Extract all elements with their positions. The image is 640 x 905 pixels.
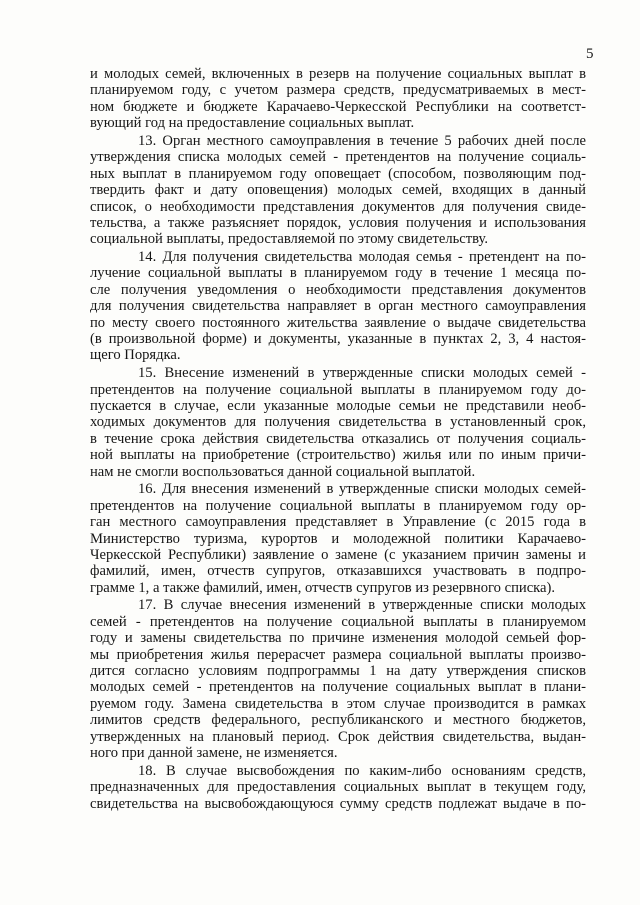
text-line: ном бюджете и бюджете Карачаево-Черкесской Республики на соответст- — [90, 98, 586, 115]
text-line: по месту своего постоянного жительства заявление о выдаче свидетельства — [90, 314, 586, 331]
text-line: щего Порядка. — [90, 347, 181, 364]
paragraph-17 — [90, 597, 586, 761]
paragraph-18 — [90, 763, 586, 812]
text-line: грамме 1, а также фамилий, имен, отчеств супругов из резервного списка). — [90, 579, 556, 596]
text-line: пускается в случае, если указанные молодые семьи не представили необ- — [90, 397, 586, 414]
text-line: вующий год на предоставление социальных выплат. — [90, 115, 415, 132]
paragraph-16 — [90, 481, 586, 596]
text-line: году и замены свидетельства по причине изменения молодой семьей фор- — [90, 630, 586, 647]
text-line: для получения свидетельства направляет в орган местного самоуправления — [90, 298, 586, 315]
text-line: (в произвольной форме) и документы, указанные в пунктах 2, 3, 4 настоя- — [90, 331, 586, 348]
text-line: 17. В случае внесения изменений в утвержденные списки молодых — [138, 597, 586, 614]
text-line: твердить факт и дату оповещения) молодых семей, входящих в данный — [90, 182, 586, 199]
text-line: социальной выплаты, предоставляемой по этому свидетельству. — [90, 231, 489, 248]
text-line: лучение социальной выплаты в планируемом году в течение 1 месяца по- — [90, 265, 586, 282]
text-line: планируемом году, с учетом размера средств, предусматриваемых в мест- — [90, 82, 586, 99]
text-line: утвержденных на плановый период. Срок действия свидетельства, выдан- — [90, 728, 586, 745]
text-line: 18. В случае высвобождения по каким-либо основаниям средств, — [138, 762, 586, 779]
text-line: лимитов средств федерального, республиканского и местного бюджетов, — [90, 712, 586, 729]
text-line: семей - претендентов на получение социальной выплаты в планируемом — [90, 613, 586, 630]
paragraph-14 — [90, 249, 586, 364]
text-line: тельства, а также разъясняет порядок, условия получения и использования — [90, 214, 586, 231]
text-line: 16. Для внесения изменений в утвержденные списки молодых семей- — [138, 481, 586, 498]
text-line: предназначенных для предоставления социальных выплат в текущем году, — [90, 779, 586, 796]
paragraph-continued — [90, 66, 586, 132]
text-line: 13. Орган местного самоуправления в течение 5 рабочих дней после — [138, 132, 586, 149]
text-line: претендентов на получение социальной выплаты в планируемом году до- — [90, 381, 586, 398]
text-line: ходимых документов для получения свидетельства в установленный срок, — [90, 414, 586, 431]
text-line: и молодых семей, включенных в резерв на получение социальных выплат в — [90, 66, 586, 82]
text-line: Министерство туризма, курортов и молодежной политики Карачаево- — [90, 530, 586, 547]
text-line: 15. Внесение изменений в утвержденные списки молодых семей - — [138, 365, 586, 382]
text-line: претендентов на получение социальной выплаты в планируемом году ор- — [90, 497, 586, 514]
text-line: 14. Для получения свидетельства молодая семья - претендент на по- — [138, 249, 586, 266]
text-line: утверждения списка молодых семей - претендентов на получение социаль- — [90, 149, 586, 166]
text-line: руемом году. Замена свидетельства в этом случае производится в рамках — [90, 695, 586, 712]
text-line: ной выплаты на приобретение (строительство) жилья или по иным причи- — [90, 447, 586, 464]
paragraph-15 — [90, 365, 586, 480]
text-line: мы приобретения жилья перерасчет размера социальной выплаты произво- — [90, 646, 586, 663]
paragraph-13 — [90, 133, 586, 248]
document-body — [90, 66, 586, 813]
text-line: в течение срока действия свидетельства отказались от получения социаль- — [90, 430, 586, 447]
text-line: сле получения уведомления о необходимости представления документов — [90, 281, 586, 298]
text-line: свидетельства на высвобождающуюся сумму средств подлежат выдаче в по- — [90, 795, 586, 812]
text-line: ган местного самоуправления представляет в Управление (с 2015 года в — [90, 514, 586, 531]
text-line: ных выплат в планируемом году оповещает (способом, позволяющим под- — [90, 165, 586, 182]
text-line: фамилий, имен, отчеств супругов, отказавшихся участвовать в подпро- — [90, 563, 586, 580]
text-line: молодых семей - претендентов на получение социальных выплат в плани- — [90, 679, 586, 696]
page-number: 5 — [586, 46, 594, 62]
text-line: Черкесской Республики) заявление о замене (с указанием причин замены и — [90, 546, 586, 563]
text-line: ного при данной замене, не изменяется. — [90, 744, 338, 761]
text-line: нам не смогли воспользоваться данной социальной выплатой. — [90, 463, 476, 480]
text-line: дится согласно условиям подпрограммы 1 на дату утверждения списков — [90, 663, 586, 680]
text-line: список, о необходимости представления документов для получения свиде- — [90, 198, 586, 215]
